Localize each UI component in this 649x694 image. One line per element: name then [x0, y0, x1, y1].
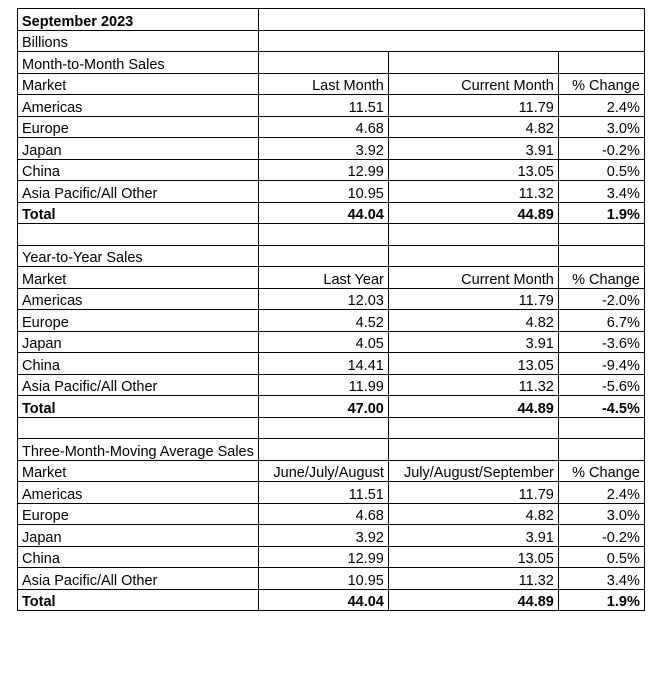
column-header-pct-change: % Change	[558, 73, 644, 95]
change-cell: -0.2%	[558, 138, 644, 160]
table-row	[18, 116, 645, 138]
empty-cell	[558, 52, 644, 74]
value-cell: 12.03	[258, 288, 388, 310]
market-cell: Total	[18, 202, 259, 224]
column-header-row	[18, 73, 645, 95]
value-cell: 13.05	[388, 159, 558, 181]
units-row	[18, 30, 645, 52]
market-cell: China	[18, 353, 259, 375]
market-cell: Total	[18, 589, 259, 611]
column-header-market: Market	[18, 267, 259, 289]
column-header-pct-change: % Change	[558, 460, 644, 482]
empty-cell	[558, 224, 644, 246]
empty-cell	[258, 439, 388, 461]
table-row	[18, 503, 645, 525]
value-cell: 13.05	[388, 546, 558, 568]
value-cell: 12.99	[258, 159, 388, 181]
empty-cell	[258, 224, 388, 246]
table-row	[18, 374, 645, 396]
empty-cell	[558, 245, 644, 267]
report-title: September 2023	[18, 9, 259, 31]
market-cell: Americas	[18, 95, 259, 117]
empty-cell	[258, 52, 388, 74]
value-cell: 44.89	[388, 589, 558, 611]
empty-cell	[388, 439, 558, 461]
table-row	[18, 181, 645, 203]
table-row	[18, 95, 645, 117]
value-cell: 4.52	[258, 310, 388, 332]
total-row	[18, 396, 645, 418]
value-cell: 4.68	[258, 503, 388, 525]
spacer-row	[18, 417, 645, 439]
change-cell: 1.9%	[558, 202, 644, 224]
column-header-july-august-september: July/August/September	[388, 460, 558, 482]
value-cell: 4.68	[258, 116, 388, 138]
table-row	[18, 138, 645, 160]
value-cell: 14.41	[258, 353, 388, 375]
table-row	[18, 482, 645, 504]
table-row	[18, 525, 645, 547]
empty-cell	[388, 224, 558, 246]
value-cell: 4.05	[258, 331, 388, 353]
market-cell: Asia Pacific/All Other	[18, 568, 259, 590]
market-cell: Europe	[18, 116, 259, 138]
total-row	[18, 589, 645, 611]
empty-cell	[258, 9, 644, 31]
change-cell: 3.4%	[558, 568, 644, 590]
market-cell: Japan	[18, 525, 259, 547]
spacer-row	[18, 224, 645, 246]
section-heading: Year-to-Year Sales	[18, 245, 259, 267]
value-cell: 12.99	[258, 546, 388, 568]
change-cell: -2.0%	[558, 288, 644, 310]
column-header-june-july-august: June/July/August	[258, 460, 388, 482]
value-cell: 10.95	[258, 181, 388, 203]
value-cell: 44.04	[258, 202, 388, 224]
market-cell: Total	[18, 396, 259, 418]
market-cell: Asia Pacific/All Other	[18, 374, 259, 396]
value-cell: 11.32	[388, 374, 558, 396]
empty-cell	[558, 417, 644, 439]
value-cell: 44.89	[388, 396, 558, 418]
column-header-last-month: Last Month	[258, 73, 388, 95]
change-cell: 0.5%	[558, 159, 644, 181]
title-row	[18, 9, 645, 31]
value-cell: 11.32	[388, 181, 558, 203]
change-cell: 6.7%	[558, 310, 644, 332]
value-cell: 13.05	[388, 353, 558, 375]
market-cell: Japan	[18, 138, 259, 160]
table-row	[18, 353, 645, 375]
column-header-market: Market	[18, 73, 259, 95]
change-cell: 0.5%	[558, 546, 644, 568]
section-heading: Month-to-Month Sales	[18, 52, 259, 74]
empty-cell	[558, 439, 644, 461]
change-cell: 1.9%	[558, 589, 644, 611]
value-cell: 3.91	[388, 525, 558, 547]
table-row	[18, 546, 645, 568]
section-heading-row	[18, 52, 645, 74]
value-cell: 11.79	[388, 95, 558, 117]
table-row	[18, 331, 645, 353]
value-cell: 47.00	[258, 396, 388, 418]
change-cell: -3.6%	[558, 331, 644, 353]
empty-cell	[258, 417, 388, 439]
market-cell: Europe	[18, 503, 259, 525]
value-cell: 11.51	[258, 95, 388, 117]
market-cell: Americas	[18, 482, 259, 504]
change-cell: 3.0%	[558, 503, 644, 525]
value-cell: 10.95	[258, 568, 388, 590]
value-cell: 4.82	[388, 310, 558, 332]
change-cell: 3.0%	[558, 116, 644, 138]
total-row	[18, 202, 645, 224]
table-row	[18, 159, 645, 181]
table-row	[18, 568, 645, 590]
column-header-pct-change: % Change	[558, 267, 644, 289]
column-header-current-month: Current Month	[388, 73, 558, 95]
value-cell: 44.89	[388, 202, 558, 224]
column-header-market: Market	[18, 460, 259, 482]
section-heading-row	[18, 245, 645, 267]
value-cell: 3.91	[388, 138, 558, 160]
change-cell: 2.4%	[558, 482, 644, 504]
empty-cell	[18, 224, 259, 246]
value-cell: 11.51	[258, 482, 388, 504]
value-cell: 11.99	[258, 374, 388, 396]
section-heading-row	[18, 439, 645, 461]
market-cell: China	[18, 546, 259, 568]
column-header-last-year: Last Year	[258, 267, 388, 289]
value-cell: 11.79	[388, 288, 558, 310]
column-header-row	[18, 460, 645, 482]
empty-cell	[388, 417, 558, 439]
value-cell: 3.92	[258, 138, 388, 160]
market-cell: Japan	[18, 331, 259, 353]
value-cell: 44.04	[258, 589, 388, 611]
units-label: Billions	[18, 30, 259, 52]
section-heading: Three-Month-Moving Average Sales	[18, 439, 259, 461]
table-row	[18, 310, 645, 332]
value-cell: 11.79	[388, 482, 558, 504]
value-cell: 11.32	[388, 568, 558, 590]
table-row	[18, 288, 645, 310]
column-header-row	[18, 267, 645, 289]
market-cell: Americas	[18, 288, 259, 310]
change-cell: 3.4%	[558, 181, 644, 203]
empty-cell	[18, 417, 259, 439]
value-cell: 3.91	[388, 331, 558, 353]
change-cell: -5.6%	[558, 374, 644, 396]
empty-cell	[258, 30, 644, 52]
value-cell: 3.92	[258, 525, 388, 547]
change-cell: -0.2%	[558, 525, 644, 547]
change-cell: -4.5%	[558, 396, 644, 418]
value-cell: 4.82	[388, 503, 558, 525]
change-cell: -9.4%	[558, 353, 644, 375]
market-cell: China	[18, 159, 259, 181]
empty-cell	[258, 245, 388, 267]
change-cell: 2.4%	[558, 95, 644, 117]
market-cell: Asia Pacific/All Other	[18, 181, 259, 203]
empty-cell	[388, 52, 558, 74]
value-cell: 4.82	[388, 116, 558, 138]
empty-cell	[388, 245, 558, 267]
market-cell: Europe	[18, 310, 259, 332]
column-header-current-month: Current Month	[388, 267, 558, 289]
sales-table	[17, 8, 645, 611]
